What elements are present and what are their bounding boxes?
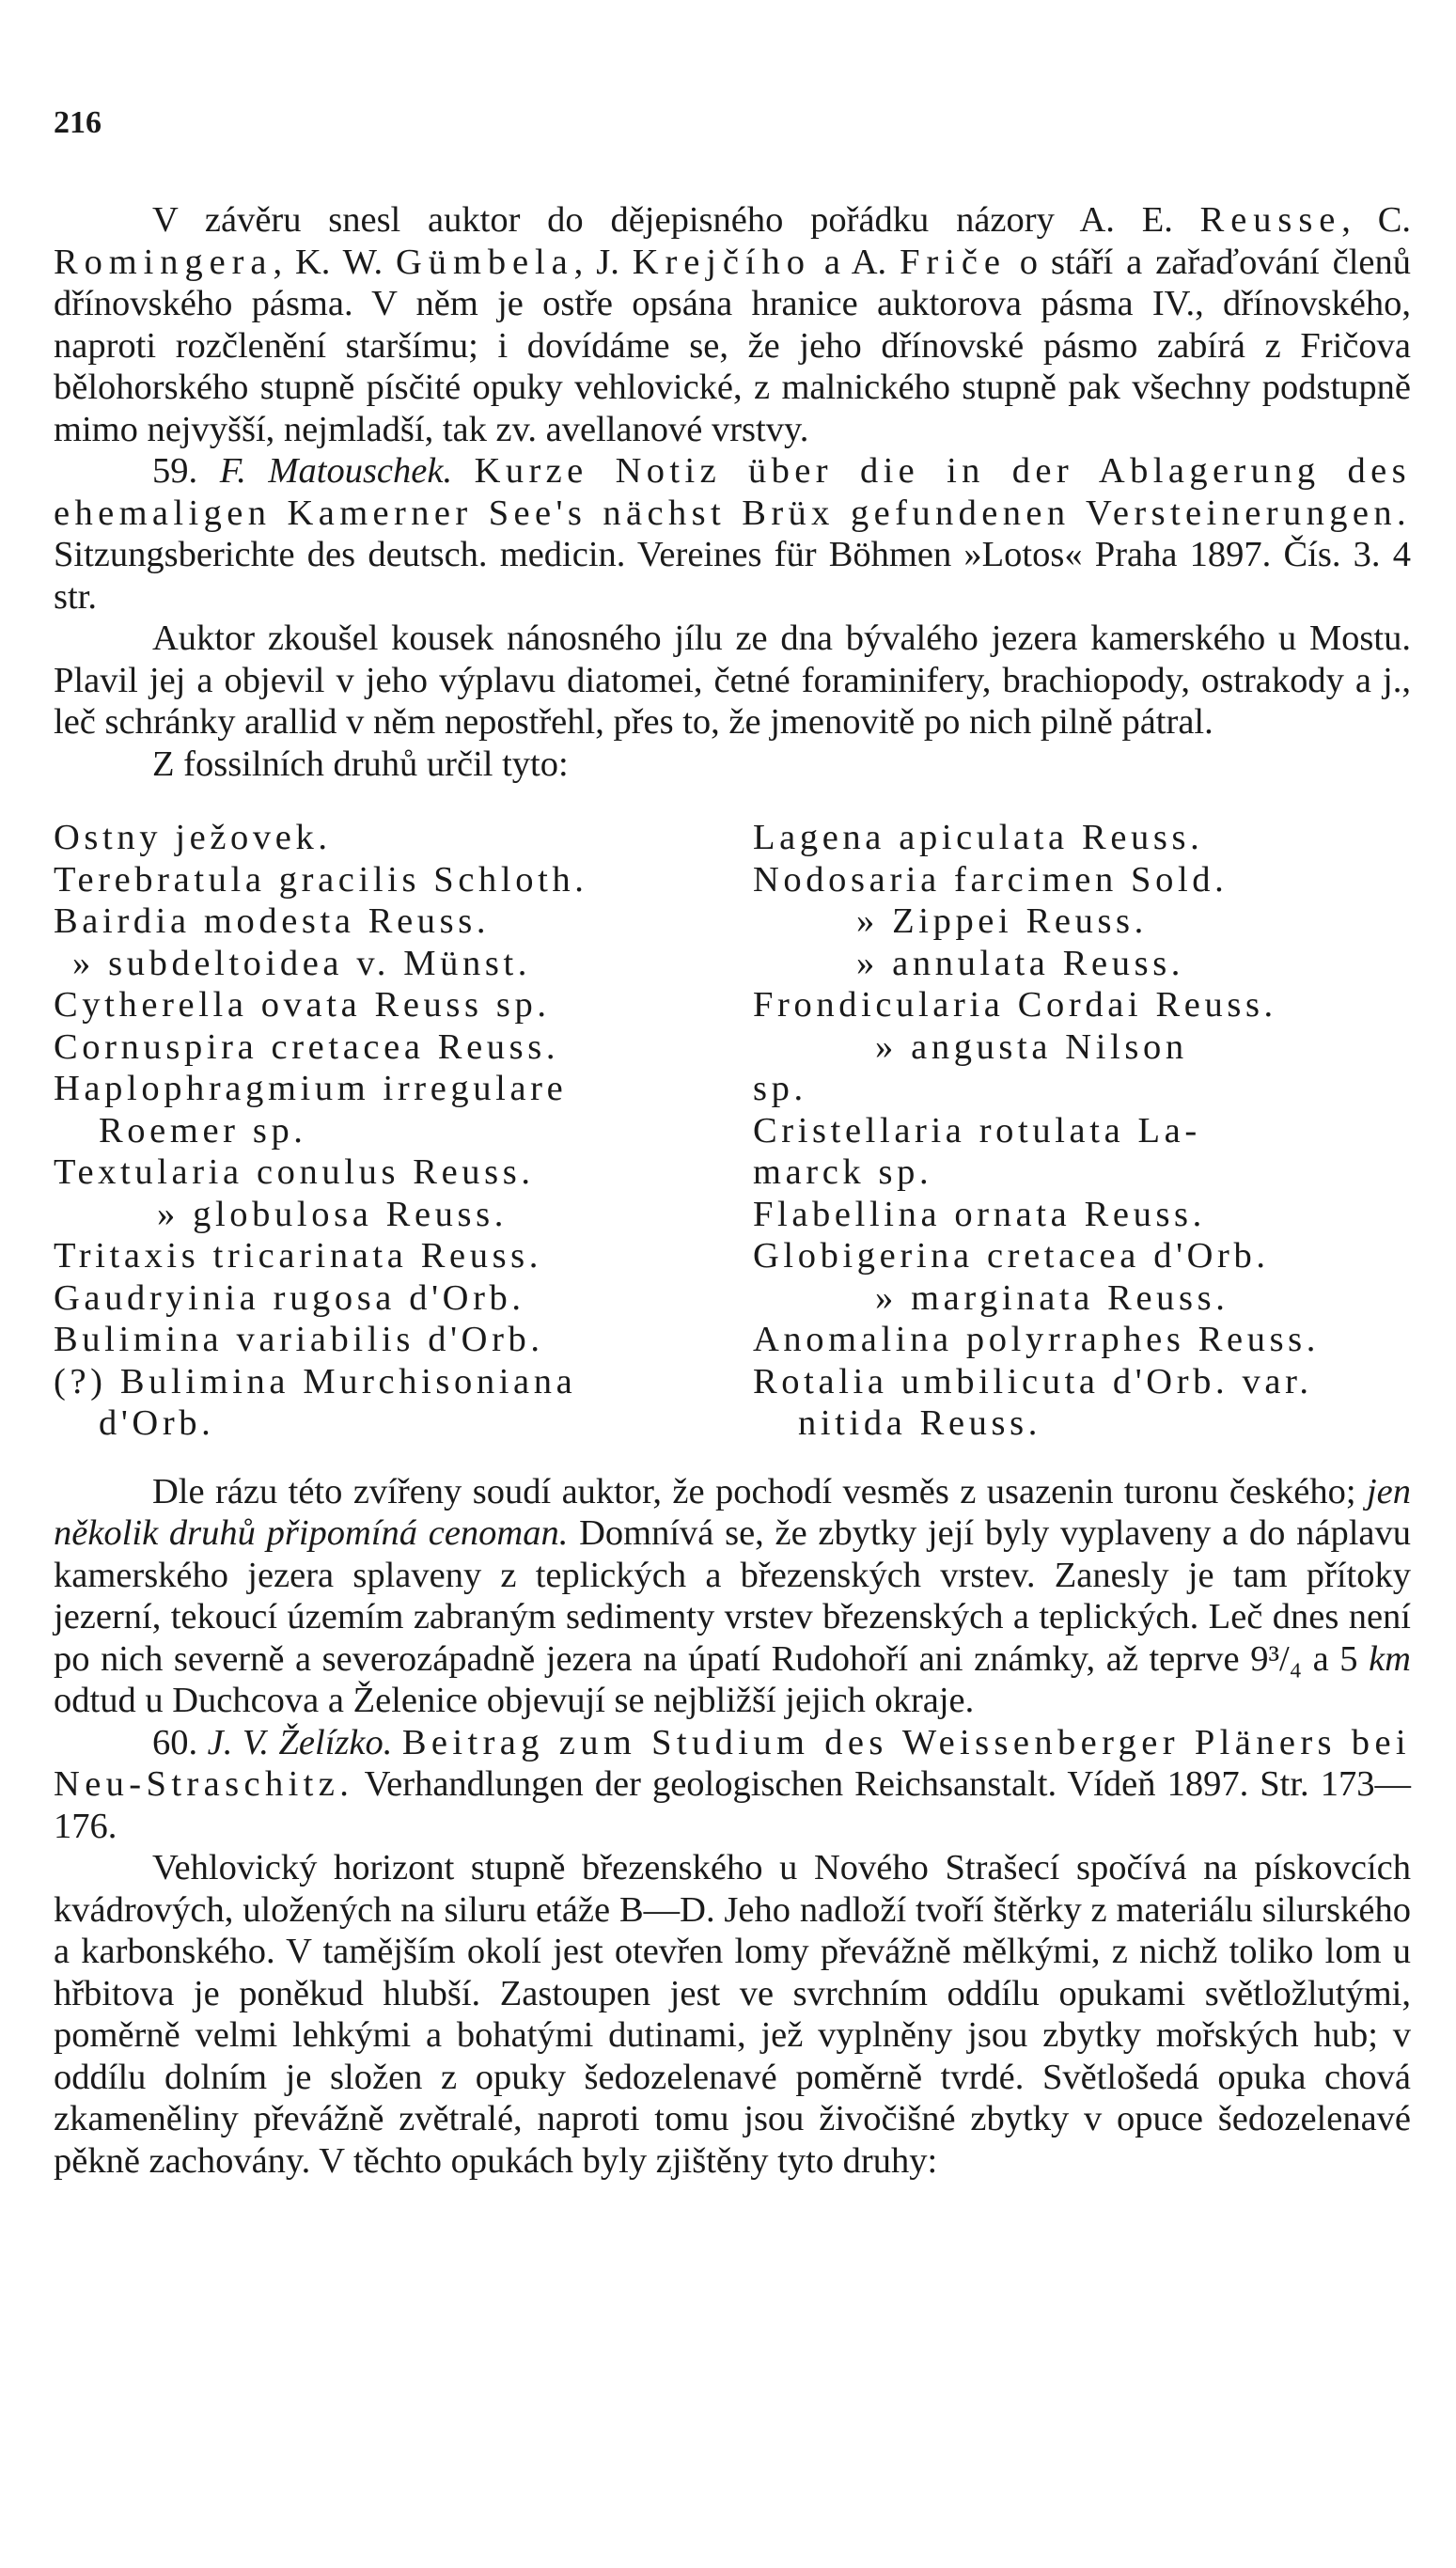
reference-59: 59. F. Matouschek. Kurze Notiz über die in der Ablagerung des ehemaligen Kamerner See's nächst Brüx gefundenen Versteinerungen. Sitzungsberichte des deutsch. medicin. Vereines für Böhmen »Lotos« Praha 1897. Čís. 3. 4 str. bbox=[54, 451, 1412, 617]
list-item: Anomalina polyrraphes Reuss. bbox=[753, 1320, 1321, 1359]
list-item: » globulosa Reuss. bbox=[157, 1194, 508, 1234]
name-frice: Friče bbox=[900, 242, 1007, 282]
reference-59-title: Kurze Notiz über die in der Ablagerung des ehemaligen Kamerner See's nächst Brüx gefundenen Versteinerungen. bbox=[54, 451, 1412, 533]
name-reusse: Reusse bbox=[1199, 200, 1342, 240]
reference-60-source: Verhandlungen der geologischen Reichsanstalt. Vídeň 1897. Str. 173—176. bbox=[54, 1764, 1411, 1846]
list-item: Ostny ježovek. bbox=[54, 818, 332, 857]
list-item: Globigerina cretacea d'Orb. bbox=[753, 1236, 1270, 1276]
page-body bbox=[54, 199, 1411, 2182]
reference-60-title: Beitrag zum Studium des Weissenberger Pläners bei Neu-Straschitz. bbox=[54, 1722, 1412, 1804]
list-item: » annulata Reuss. bbox=[856, 943, 1185, 983]
page-number: 216 bbox=[54, 105, 102, 140]
list-item: » angusta Nilson bbox=[875, 1026, 1188, 1067]
list-item: Bulimina variabilis d'Orb. bbox=[54, 1320, 544, 1359]
list-item: Roemer sp. bbox=[99, 1110, 307, 1151]
species-column-right bbox=[753, 817, 1411, 1445]
name-romingera: Romingera bbox=[54, 242, 274, 282]
list-item: Cristellaria rotulata La- bbox=[753, 1110, 1201, 1151]
list-item: sp. bbox=[753, 1069, 807, 1108]
species-column-left bbox=[54, 817, 712, 1445]
list-item: Nodosaria farcimen Sold. bbox=[753, 859, 1229, 900]
list-item: Cytherella ovata Reuss sp. bbox=[54, 985, 551, 1025]
reference-60-author: J. V. Želízko. bbox=[207, 1722, 393, 1762]
list-item: Cornuspira cretacea Reuss. bbox=[54, 1026, 560, 1067]
list-item: Tritaxis tricarinata Reuss. bbox=[54, 1236, 543, 1276]
list-item: » subdeltoidea v. Münst. bbox=[72, 943, 532, 983]
cenoman-note: jen několik druhů připomíná cenoman. bbox=[54, 1471, 1411, 1553]
list-item: marck sp. bbox=[753, 1152, 933, 1192]
list-item: (?) Bulimina Murchisoniana bbox=[54, 1361, 577, 1401]
name-gumbela: Gümbela bbox=[396, 242, 574, 282]
reference-60: 60. J. V. Želízko. Beitrag zum Studium des Weissenberger Pläners bei Neu-Straschitz. Verhandlungen der geologischen Reichsanstalt. Vídeň 1897. Str. 173—176. bbox=[54, 1722, 1412, 1846]
list-item: d'Orb. bbox=[99, 1403, 215, 1443]
paragraph-fauna-origin: Dle rázu této zvířeny soudí auktor, že pochodí vesměs z usazenin turonu českého; jen několik druhů připomíná cenoman. Domnívá se, že zbytky její byly vyplaveny a do náplavu kamerského jezera splaveny z teplických a březenských vrstev. Zanesly je tam přítoky jezerní, tekoucí územím zabraným sedimenty vrstev březenských a teplických. Leč dnes není po nich severně a severozápadně jezera na úpatí Rudohoří ani známky, až teprve 9³/₄ a 5 km odtud u Duchcova a Želenice objevují se nejbližší jejich okraje. bbox=[54, 1471, 1411, 1720]
paragraph-species-intro: Z fossilních druhů určil tyto: bbox=[152, 744, 569, 784]
list-item: Terebratula gracilis Schloth. bbox=[54, 859, 588, 900]
list-item: nitida Reuss. bbox=[798, 1403, 1041, 1443]
reference-59-source: Sitzungsberichte des deutsch. medicin. Vereines für Böhmen »Lotos« Praha 1897. Čís. 3. 4 str. bbox=[54, 535, 1411, 617]
list-item: » marginata Reuss. bbox=[875, 1277, 1229, 1318]
reference-59-author: F. Matouschek. bbox=[219, 451, 453, 491]
list-item: Bairdia modesta Reuss. bbox=[54, 901, 491, 941]
paragraph-sample-description: Auktor zkoušel kousek nánosného jílu ze dna bývalého jezera kamerského u Mostu. Plavil jej a objevil v jeho výplavu diatomei, četné foraminifery, brachiopody, ostrakody a j., leč schránky arallid v něm nepostřehl, přes to, že jmenovitě po nich pilně pátral. bbox=[54, 619, 1411, 742]
list-item: Flabellina ornata Reuss. bbox=[753, 1194, 1206, 1234]
name-krejciho: Krejčího bbox=[632, 242, 811, 282]
paragraph-vehlovice-horizon: Vehlovický horizont stupně březenského u Nového Strašecí spočívá na pískovcích kvádrových, uložených na siluru etáže B—D. Jeho nadloží tvoří štěrky z materiálu silurského a karbonského. V tamějším okolí jest otevřen lomy převážně mělkými, z nichž toliko lom u hřbitova je poněkud hlubší. Zastoupen jest ve svrchním oddílu opukami světložlutými, poměrně velmi lehkými a bohatými dutinami, jež vyplněny jsou zbytky mořských hub; v oddílu dolním je složen z opuky šedozelenavé poměrně tvrdé. Světlošedá opuka chová zkameněliny převážně zvětralé, naproti tomu jsou živočišné zbytky v opuce šedozelenavé pěkně zachovány. V těchto opukách byly zjištěny tyto druhy: bbox=[54, 1848, 1411, 2181]
list-item: Frondicularia Cordai Reuss. bbox=[753, 985, 1277, 1025]
list-item: Rotalia umbilicuta d'Orb. var. bbox=[753, 1361, 1313, 1401]
list-item: Lagena apiculata Reuss. bbox=[753, 818, 1204, 857]
paragraph-views-history: V závěru snesl auktor do dějepisného pořádku názory A. E. Reusse, C. Romingera, K. W. Gümbela, J. Krejčího a A. Friče o stáří a zařaďování členů dřínovského pásma. V něm je ostře opsána hranice auktorova pásma IV., dřínovského, naproti rozčlenění staršímu; i dovídáme se, že jeho dřínovské pásmo zabírá z Fričova bělohorského stupně písčité opuky vehlovické, z malnického stupně pak všechny podstupně mimo nejvyšší, nejmladší, tak zv. avellanové vrstvy. bbox=[54, 200, 1411, 449]
list-item: Haplophragmium irregulare bbox=[54, 1069, 568, 1108]
list-item: » Zippei Reuss. bbox=[856, 901, 1148, 941]
unit-km: km bbox=[1369, 1638, 1411, 1679]
list-item: Textularia conulus Reuss. bbox=[54, 1152, 535, 1192]
species-list bbox=[54, 817, 1411, 1445]
list-item: Gaudryinia rugosa d'Orb. bbox=[54, 1277, 525, 1318]
